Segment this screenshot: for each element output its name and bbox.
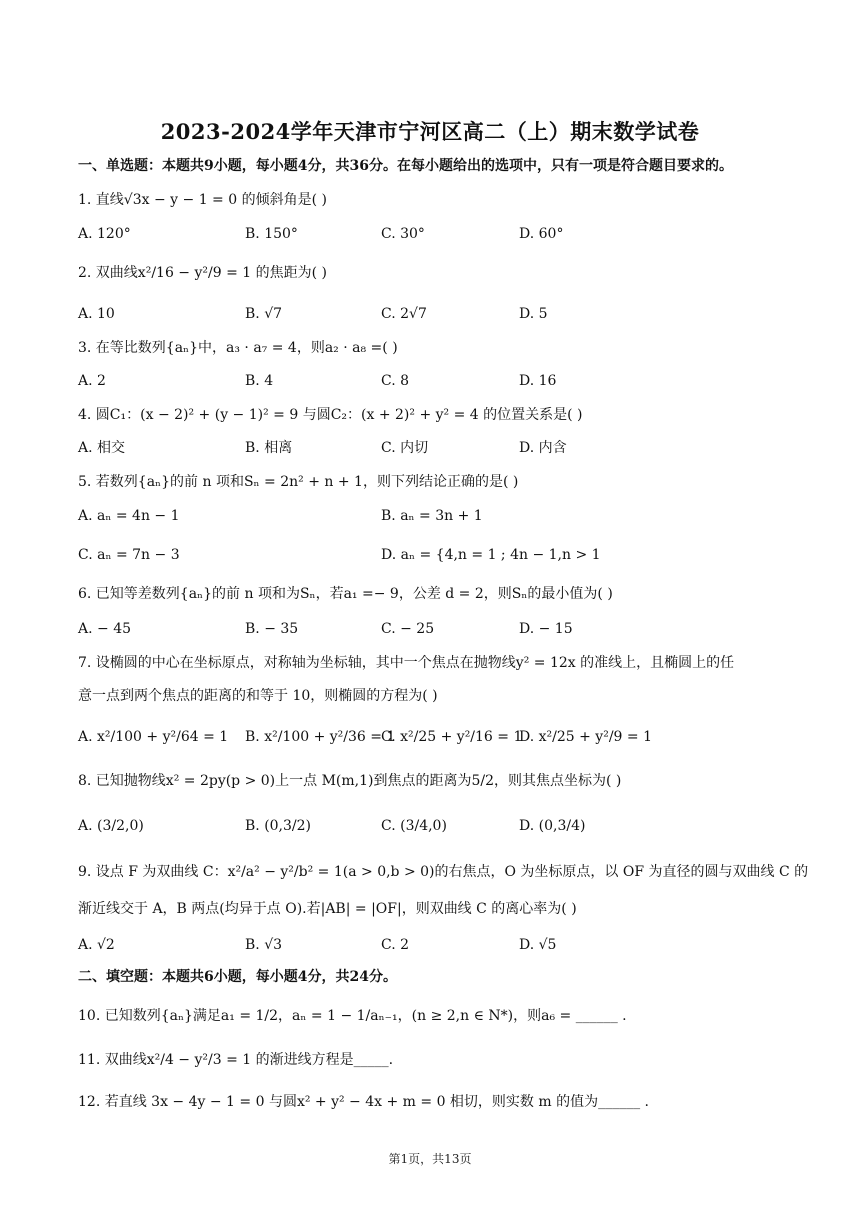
q1-option-d: D. 60° <box>519 226 564 242</box>
question-5-options-row2 <box>78 543 790 567</box>
section-heading-fill-in: 二、填空题：本题共6小题，每小题4分，共24分。 <box>78 969 397 985</box>
q5-option-b: B. aₙ = 3n + 1 <box>381 508 483 524</box>
question-3-options <box>78 369 790 393</box>
question-9-line1: 9. 设点 F 为双曲线 C：x²/a² − y²/b² = 1(a > 0,b > 0)的右焦点，O 为坐标原点，以 OF 为直径的圆与双曲线 C 的 <box>78 864 809 880</box>
question-10: 10. 已知数列{aₙ}满足a₁ = 1/2，aₙ = 1 − 1/aₙ₋₁，(n ≥ 2,n ∈ N*)，则a₆ = ______ . <box>78 1008 627 1024</box>
q5-option-a: A. aₙ = 4n − 1 <box>78 508 180 524</box>
q8-option-c: C. (3/4,0) <box>381 818 447 834</box>
q6-option-c: C. − 25 <box>381 621 435 637</box>
page-footer: 第1页，共13页 <box>388 1152 472 1166</box>
q5-option-d: D. aₙ = {4,n = 1 ; 4n − 1,n > 1 <box>381 547 601 563</box>
q4-option-b: B. 相离 <box>245 440 293 456</box>
q8-option-d: D. (0,3/4) <box>519 818 586 834</box>
q2-option-b: B. √7 <box>245 306 283 322</box>
question-11: 11. 双曲线x²/4 − y²/3 = 1 的渐进线方程是_____. <box>78 1052 394 1068</box>
question-6: 6. 已知等差数列{aₙ}的前 n 项和为Sₙ，若a₁ =− 9，公差 d = 2，则Sₙ的最小值为( ) <box>78 586 613 602</box>
q9-option-d: D. √5 <box>519 937 557 953</box>
q2-option-d: D. 5 <box>519 306 548 322</box>
question-5: 5. 若数列{aₙ}的前 n 项和Sₙ = 2n² + n + 1，则下列结论正确的是( ) <box>78 474 519 490</box>
question-2: 2. 双曲线x²/16 − y²/9 = 1 的焦距为( ) <box>78 265 327 281</box>
question-1-options <box>78 222 790 246</box>
q8-option-a: A. (3/2,0) <box>78 818 144 834</box>
q4-option-d: D. 内含 <box>519 440 567 456</box>
q3-option-d: D. 16 <box>519 373 557 389</box>
q4-option-a: A. 相交 <box>78 440 126 456</box>
question-5-options-row1 <box>78 504 790 528</box>
q6-option-d: D. − 15 <box>519 621 573 637</box>
question-7-line1: 7. 设椭圆的中心在坐标原点，对称轴为坐标轴，其中一个焦点在抛物线y² = 12x 的准线上，且椭圆上的任 <box>78 655 735 671</box>
q3-option-a: A. 2 <box>78 373 106 389</box>
question-1: 1. 直线√3x − y − 1 = 0 的倾斜角是( ) <box>78 192 327 208</box>
q8-option-b: B. (0,3/2) <box>245 818 312 834</box>
question-8-options <box>78 814 790 838</box>
question-9-options <box>78 933 790 957</box>
question-4: 4. 圆C₁：(x − 2)² + (y − 1)² = 9 与圆C₂：(x + 2)² + y² = 4 的位置关系是( ) <box>78 407 583 423</box>
q5-option-c: C. aₙ = 7n − 3 <box>78 547 180 563</box>
question-6-options <box>78 617 790 641</box>
q1-option-a: A. 120° <box>78 226 131 242</box>
q1-option-b: B. 150° <box>245 226 298 242</box>
page-title: 2023-2024学年天津市宁河区高二（上）期末数学试卷 <box>160 119 700 144</box>
q3-option-c: C. 8 <box>381 373 410 389</box>
question-7-options <box>78 725 790 749</box>
q3-option-b: B. 4 <box>245 373 274 389</box>
q7-option-c: C. x²/25 + y²/16 = 1 <box>381 729 523 745</box>
q9-option-a: A. √2 <box>78 937 115 953</box>
q6-option-b: B. − 35 <box>245 621 299 637</box>
q6-option-a: A. − 45 <box>78 621 132 637</box>
question-2-options <box>78 302 790 326</box>
q7-option-b: B. x²/100 + y²/36 = 1 <box>245 729 396 745</box>
question-8: 8. 已知抛物线x² = 2py(p > 0)上一点 M(m,1)到焦点的距离为5/2，则其焦点坐标为( ) <box>78 773 622 789</box>
q7-option-d: D. x²/25 + y²/9 = 1 <box>519 729 652 745</box>
question-7-line2: 意一点到两个焦点的距离的和等于 10，则椭圆的方程为( ) <box>78 688 438 704</box>
q2-option-a: A. 10 <box>78 306 115 322</box>
question-4-options <box>78 436 790 460</box>
q4-option-c: C. 内切 <box>381 440 429 456</box>
q7-option-a: A. x²/100 + y²/64 = 1 <box>78 729 229 745</box>
q9-option-b: B. √3 <box>245 937 283 953</box>
q9-option-c: C. 2 <box>381 937 410 953</box>
section-heading-single-choice: 一、单选题：本题共9小题，每小题4分，共36分。在每小题给出的选项中，只有一项是符合题目要求的。 <box>78 158 733 174</box>
question-9-line2: 渐近线交于 A，B 两点(均异于点 O).若|AB| = |OF|，则双曲线 C 的离心率为( ) <box>78 901 577 917</box>
question-3: 3. 在等比数列{aₙ}中，a₃ · a₇ = 4，则a₂ · a₈ =( ) <box>78 340 398 356</box>
question-12: 12. 若直线 3x − 4y − 1 = 0 与圆x² + y² − 4x + m = 0 相切，则实数 m 的值为______ . <box>78 1094 650 1110</box>
q1-option-c: C. 30° <box>381 226 425 242</box>
q2-option-c: C. 2√7 <box>381 306 427 322</box>
